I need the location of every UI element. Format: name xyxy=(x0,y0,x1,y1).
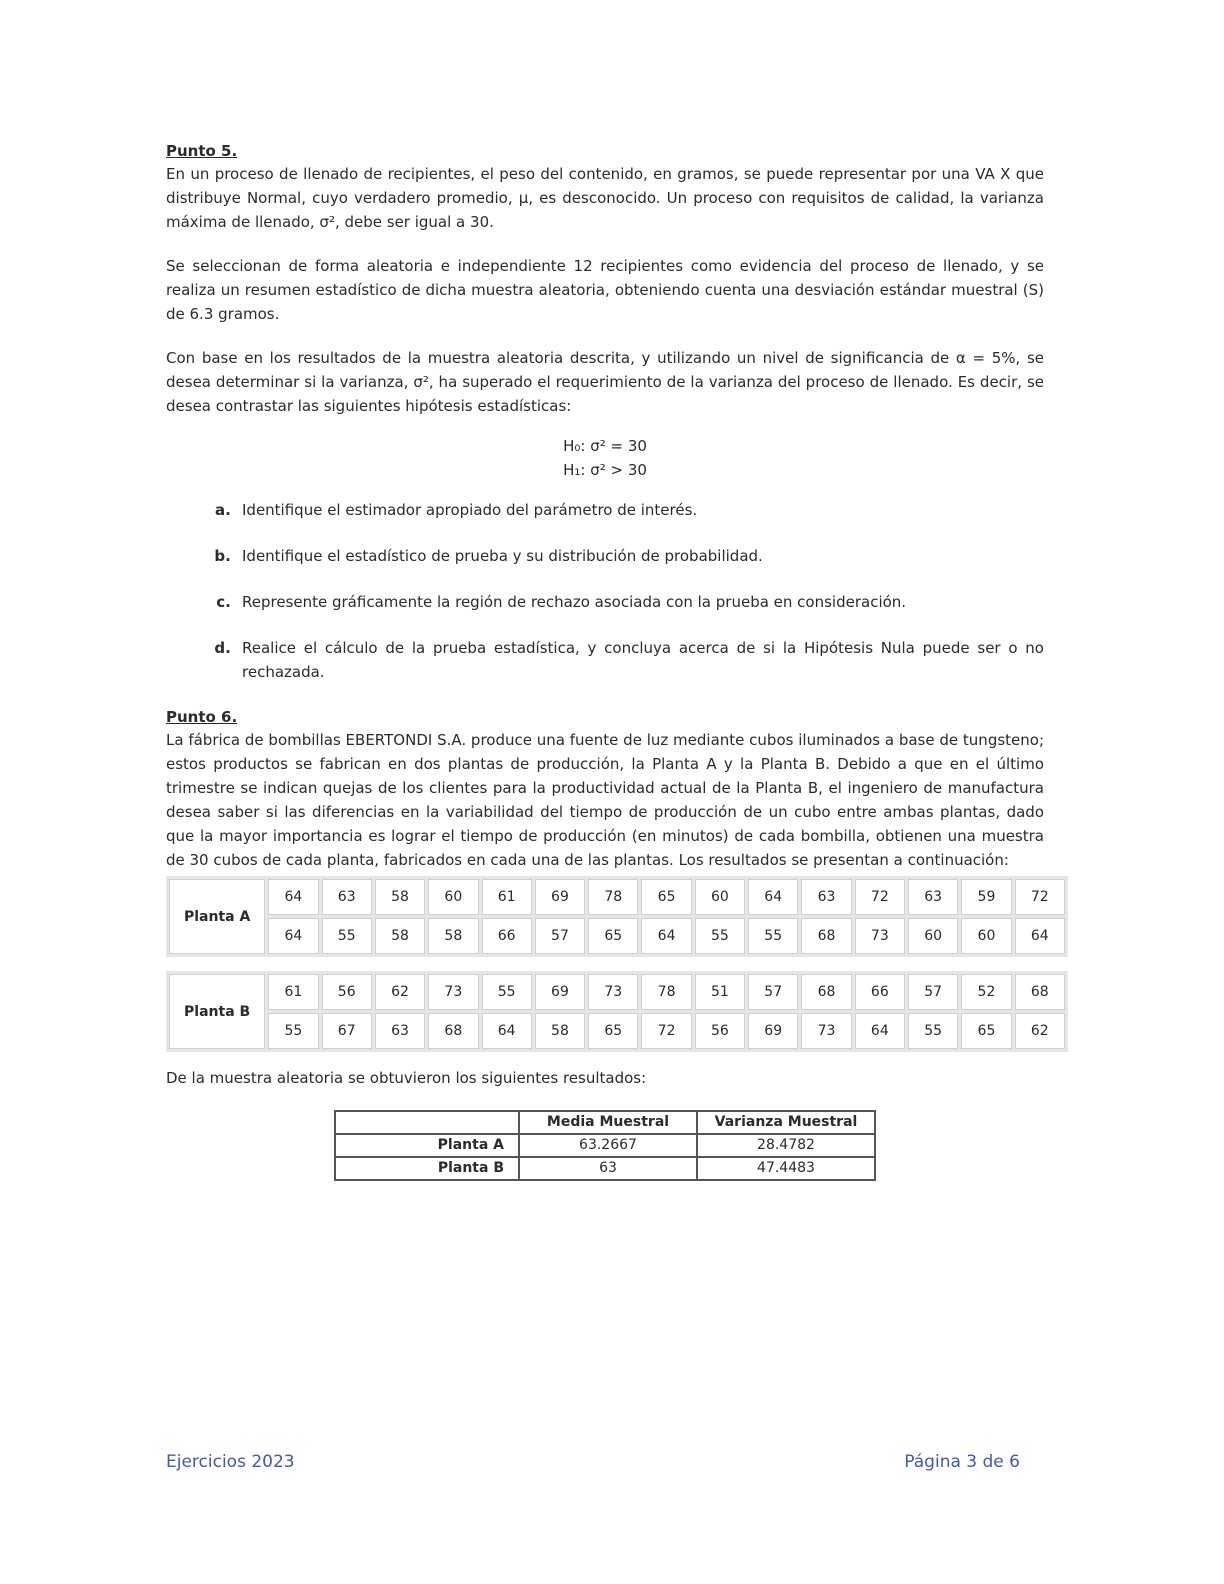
plant-a-table xyxy=(166,876,1068,957)
table-cell: 65 xyxy=(961,1013,1011,1049)
table-cell: 55 xyxy=(322,918,372,954)
table-cell: 52 xyxy=(961,974,1011,1010)
table-cell: 72 xyxy=(1015,879,1065,915)
table-cell: 61 xyxy=(268,974,318,1010)
table-cell: 66 xyxy=(482,918,532,954)
table-cell: 57 xyxy=(748,974,798,1010)
summary-header-row xyxy=(335,1111,875,1134)
table-cell: 69 xyxy=(535,879,585,915)
footer-left-text: Ejercicios 2023 xyxy=(166,1452,295,1472)
table-cell: 68 xyxy=(428,1013,478,1049)
problem-5-paragraph-1: En un proceso de llenado de recipientes, el peso del contenido, en gramos, se puede representar por una VA X que distribuye Normal, cuyo verdadero promedio, μ, es desconocido. Un proceso con requisitos de calidad, la varianza máxima de llenado, σ², debe ser igual a 30. xyxy=(166,165,1044,231)
table-cell: 73 xyxy=(855,918,905,954)
table-cell: 56 xyxy=(695,1013,745,1049)
table-cell: 55 xyxy=(268,1013,318,1049)
null-hypothesis: H₀: σ² = 30 xyxy=(563,437,647,455)
table-cell: 64 xyxy=(268,918,318,954)
table-cell: 64 xyxy=(748,879,798,915)
problem-5-paragraph-3: Con base en los resultados de la muestra aleatoria descrita, y utilizando un nivel de significancia de α = 5%, se desea determinar si la varianza, σ², ha superado el requerimiento de la varianza del proceso de llenado. Es decir, se desea contrastar las siguientes hipótesis estadísticas: xyxy=(166,349,1044,415)
table-cell: 64 xyxy=(855,1013,905,1049)
summary-mean-value: 63.2667 xyxy=(519,1134,697,1157)
table-cell: 73 xyxy=(588,974,638,1010)
summary-intro: De la muestra aleatoria se obtuvieron los siguientes resultados: xyxy=(166,1069,647,1087)
table-cell: 65 xyxy=(588,918,638,954)
table-cell: 67 xyxy=(322,1013,372,1049)
alternative-hypothesis: H₁: σ² > 30 xyxy=(563,461,647,479)
plant-a-row-1 xyxy=(169,879,1065,915)
question-a: a. Identifique el estimador apropiado del parámetro de interés. xyxy=(236,498,1044,522)
table-cell: 63 xyxy=(908,879,958,915)
table-cell: 78 xyxy=(641,974,691,1010)
table-cell: 60 xyxy=(961,918,1011,954)
plant-b-table xyxy=(166,971,1068,1052)
summary-row-plant-a xyxy=(335,1134,875,1157)
summary-variance-value: 47.4483 xyxy=(697,1157,875,1180)
table-cell: 56 xyxy=(322,974,372,1010)
table-cell: 55 xyxy=(908,1013,958,1049)
table-cell: 65 xyxy=(641,879,691,915)
table-cell: 60 xyxy=(428,879,478,915)
table-cell: 72 xyxy=(855,879,905,915)
problem-6-paragraph: La fábrica de bombillas EBERTONDI S.A. produce una fuente de luz mediante cubos iluminados a base de tungsteno; estos productos se fabrican en dos plantas de producción, la Planta A y la Planta B. Debido a que en el último trimestre se indican quejas de los clientes para la productividad actual de la Planta B, el ingeniero de manufactura desea saber si las diferencias en la variabilidad del tiempo de producción de un cubo entre ambas plantas, dado que la mayor importancia es lograr el tiempo de producción (en minutos) de cada bombilla, obtienen una muestra de 30 cubos de cada planta, fabricados en cada una de las plantas. Los resultados se presentan a continuación: xyxy=(166,731,1044,869)
table-cell: 62 xyxy=(1015,1013,1065,1049)
question-b: b. Identifique el estadístico de prueba y su distribución de probabilidad. xyxy=(236,544,1044,568)
table-cell: 60 xyxy=(695,879,745,915)
table-cell: 55 xyxy=(482,974,532,1010)
table-cell: 58 xyxy=(535,1013,585,1049)
table-cell: 58 xyxy=(375,918,425,954)
table-cell: 78 xyxy=(588,879,638,915)
table-cell: 51 xyxy=(695,974,745,1010)
table-cell: 63 xyxy=(375,1013,425,1049)
table-cell: 65 xyxy=(588,1013,638,1049)
table-cell: 73 xyxy=(428,974,478,1010)
plant-b-row-2 xyxy=(169,1013,1065,1049)
plant-b-row-1 xyxy=(169,974,1065,1010)
table-cell: 63 xyxy=(322,879,372,915)
summary-mean-value: 63 xyxy=(519,1157,697,1180)
table-cell: 57 xyxy=(535,918,585,954)
question-c: c. Represente gráficamente la región de rechazo asociada con la prueba en consideración. xyxy=(236,590,1044,614)
table-cell: 63 xyxy=(801,879,851,915)
table-cell: 69 xyxy=(748,1013,798,1049)
table-cell: 62 xyxy=(375,974,425,1010)
problem-5-title: Punto 5. xyxy=(166,142,238,160)
table-cell: 64 xyxy=(268,879,318,915)
table-cell: 66 xyxy=(855,974,905,1010)
table-cell: 72 xyxy=(641,1013,691,1049)
table-cell: 55 xyxy=(748,918,798,954)
summary-row-label: Planta A xyxy=(335,1134,519,1157)
problem-5-paragraph-2: Se seleccionan de forma aleatoria e independiente 12 recipientes como evidencia del proceso de llenado, y se realiza un resumen estadístico de dicha muestra aleatoria, obteniendo cuenta una desviación estándar muestral (S) de 6.3 gramos. xyxy=(166,257,1044,323)
summary-corner-cell xyxy=(335,1111,519,1134)
table-cell: 55 xyxy=(695,918,745,954)
plant-a-row-2 xyxy=(169,918,1065,954)
table-cell: 69 xyxy=(535,974,585,1010)
table-cell: 61 xyxy=(482,879,532,915)
hypotheses xyxy=(166,434,1044,482)
table-cell: 59 xyxy=(961,879,1011,915)
footer-page-number: Página 3 de 6 xyxy=(904,1452,1020,1472)
summary-table xyxy=(334,1110,876,1181)
plant-b-label: Planta B xyxy=(169,974,265,1049)
summary-header-variance: Varianza Muestral xyxy=(697,1111,875,1134)
table-cell: 64 xyxy=(482,1013,532,1049)
table-cell: 57 xyxy=(908,974,958,1010)
page-footer xyxy=(166,1452,1020,1472)
document-page xyxy=(166,140,1049,1181)
summary-row-plant-b xyxy=(335,1157,875,1180)
table-cell: 68 xyxy=(801,974,851,1010)
problem-6-title: Punto 6. xyxy=(166,708,238,726)
table-cell: 64 xyxy=(1015,918,1065,954)
table-cell: 73 xyxy=(801,1013,851,1049)
table-cell: 68 xyxy=(801,918,851,954)
table-cell: 60 xyxy=(908,918,958,954)
table-cell: 58 xyxy=(375,879,425,915)
question-d: d. Realice el cálculo de la prueba estadística, y concluya acerca de si la Hipótesis Nula puede ser o no rechazada. xyxy=(236,636,1044,684)
table-cell: 58 xyxy=(428,918,478,954)
summary-header-mean: Media Muestral xyxy=(519,1111,697,1134)
table-cell: 64 xyxy=(641,918,691,954)
plant-a-label: Planta A xyxy=(169,879,265,954)
table-cell: 68 xyxy=(1015,974,1065,1010)
summary-row-label: Planta B xyxy=(335,1157,519,1180)
summary-variance-value: 28.4782 xyxy=(697,1134,875,1157)
problem-5-questions xyxy=(166,498,1044,684)
